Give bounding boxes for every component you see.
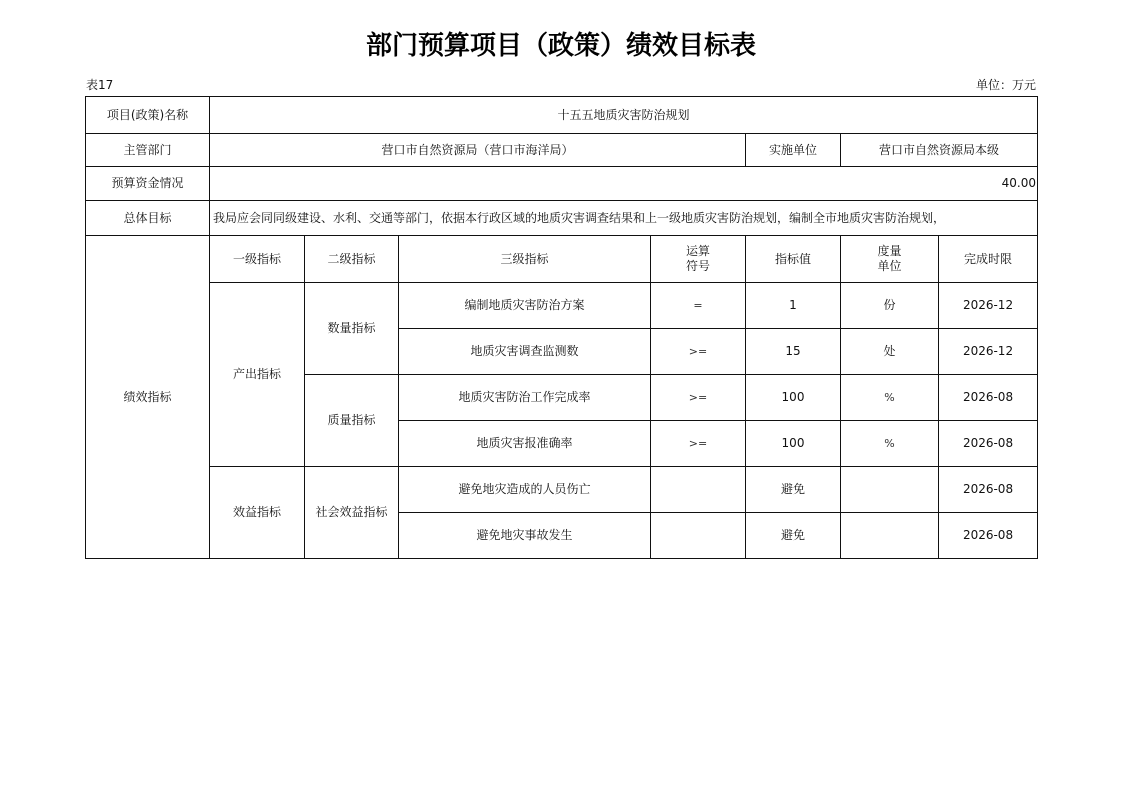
operator-symbol [651,467,746,513]
target-value: 避免 [746,467,841,513]
target-value: 1 [746,283,841,329]
target-value: 15 [746,329,841,375]
overall-goal-value: 我局应会同同级建设、水利、交通等部门，依据本行政区域的地质灾害调查结果和上一级地质灾害防治规划，编制全市地质灾害防治规划， [210,201,1038,236]
operator-symbol: >= [651,375,746,421]
level3-indicator: 地质灾害调查监测数 [399,329,651,375]
performance-section-label: 绩效指标 [86,236,210,559]
target-value: 避免 [746,513,841,559]
measure-unit: 处 [841,329,939,375]
header-level3: 三级指标 [399,236,651,283]
project-name-value: 十五五地质灾害防治规划 [210,97,1038,134]
deadline: 2026-08 [939,375,1038,421]
header-deadline: 完成时限 [939,236,1038,283]
measure-unit [841,467,939,513]
operator-symbol: = [651,283,746,329]
budget-row [86,167,1038,201]
level2-social-benefit: 社会效益指标 [305,467,399,559]
indicator-row [86,283,1038,329]
implementer-value: 营口市自然资源局本级 [841,134,1038,167]
budget-label: 预算资金情况 [86,167,210,201]
indicator-header-row [86,236,1038,283]
level3-indicator: 避免地灾事故发生 [399,513,651,559]
performance-goal-table [85,96,1038,559]
project-name-row [86,97,1038,134]
measure-unit [841,513,939,559]
level3-indicator: 编制地质灾害防治方案 [399,283,651,329]
overall-goal-row [86,201,1038,236]
header-operator-line1: 运算 [685,244,710,258]
target-value: 100 [746,375,841,421]
deadline: 2026-08 [939,513,1038,559]
indicator-row [86,467,1038,513]
level2-quality: 质量指标 [305,375,399,467]
unit-label: 单位：万元 [975,78,1036,92]
table-number: 表17 [86,78,114,92]
level2-quantity: 数量指标 [305,283,399,375]
budget-value: 40.00 [210,167,1038,201]
header-operator [651,236,746,283]
level3-indicator: 地质灾害报准确率 [399,421,651,467]
level1-benefit: 效益指标 [210,467,305,559]
level3-indicator: 避免地灾造成的人员伤亡 [399,467,651,513]
project-name-label: 项目(政策)名称 [86,97,210,134]
header-level2: 二级指标 [305,236,399,283]
department-value: 营口市自然资源局（营口市海洋局） [210,134,746,167]
level3-indicator: 地质灾害防治工作完成率 [399,375,651,421]
deadline: 2026-08 [939,467,1038,513]
operator-symbol: >= [651,421,746,467]
header-target-value: 指标值 [746,236,841,283]
header-unit [841,236,939,283]
header-level1: 一级指标 [210,236,305,283]
document-title: 部门预算项目（政策）绩效目标表 [365,31,756,61]
operator-symbol: >= [651,329,746,375]
header-unit-line1: 度量 [877,244,902,258]
implementer-label: 实施单位 [746,134,841,167]
target-value: 100 [746,421,841,467]
level1-output: 产出指标 [210,283,305,467]
header-unit-line2: 单位 [877,259,902,273]
overall-goal-label: 总体目标 [86,201,210,236]
measure-unit: % [841,375,939,421]
operator-symbol [651,513,746,559]
department-label: 主管部门 [86,134,210,167]
deadline: 2026-08 [939,421,1038,467]
deadline: 2026-12 [939,329,1038,375]
measure-unit: 份 [841,283,939,329]
department-row [86,134,1038,167]
measure-unit: % [841,421,939,467]
deadline: 2026-12 [939,283,1038,329]
header-operator-line2: 符号 [685,259,710,273]
